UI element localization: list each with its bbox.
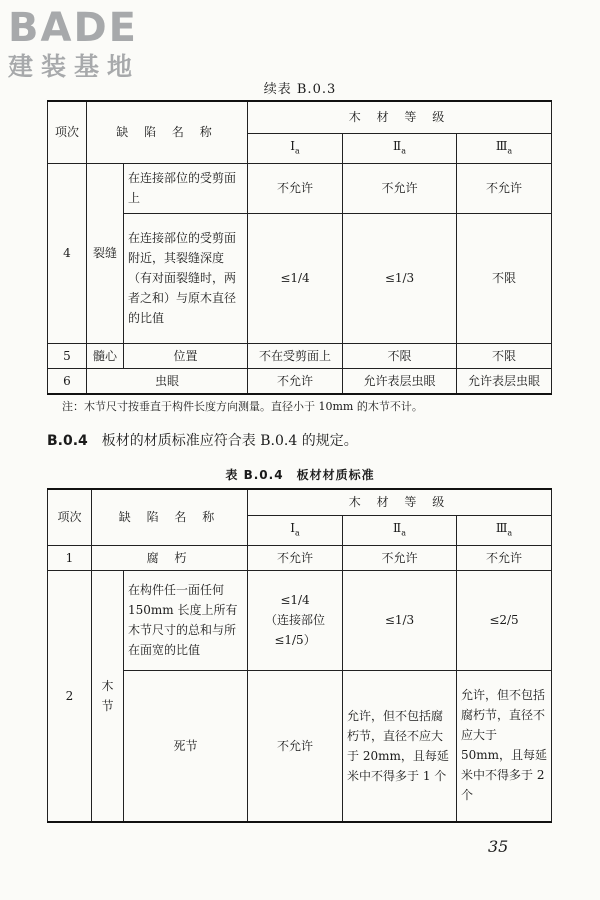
section-heading: [47, 430, 358, 450]
table-row: [48, 570, 552, 670]
page-number: 35: [488, 837, 509, 856]
grade-1-value: 不在受剪面上: [248, 343, 343, 368]
table-note: 注：木节尺寸按垂直于构件长度方向测量。直径小于 10mm 的木节不计。: [62, 400, 423, 413]
header-defect-name: 缺 陷 名 称: [87, 101, 248, 163]
grade-2-value: 不允许: [343, 545, 457, 570]
table-caption: 续表 B.0.3: [263, 82, 337, 97]
grade-2-value: 允许，但不包括腐朽节，直径不应大于 20mm，且每延米中不得多于 1 个: [343, 670, 457, 822]
row-number: 6: [48, 368, 87, 394]
header-grade-3: $Ⅲ_a$: [457, 133, 552, 163]
grade-3-value: 不限: [457, 343, 552, 368]
row-description: 虫眼: [87, 368, 248, 394]
grade-3-value: 不允许: [457, 163, 552, 213]
section-text: 板材的材质标准应符合表 B.0.4 的规定。: [101, 433, 358, 449]
table-row: [48, 670, 552, 822]
table-caption: 表 B.0.4 板材材质标准: [225, 468, 375, 482]
header-grade-1: $Ⅰ_a$: [248, 515, 343, 545]
board-quality-table: [47, 488, 552, 823]
header-grade-group: 木 材 等 级: [248, 101, 552, 133]
row-description: 在构件任一面任何 150mm 长度上所有木节尺寸的总和与所在面宽的比值: [124, 570, 248, 670]
table-row: [48, 545, 552, 570]
grade-1-value: 不允许: [248, 670, 343, 822]
grade-2-value: 不限: [343, 343, 457, 368]
row-category: 木节: [92, 570, 124, 822]
header-grade-group: 木 材 等 级: [248, 489, 552, 515]
grade-2-value: ≤1/3: [343, 213, 457, 343]
header-defect-name: 缺 陷 名 称: [92, 489, 248, 545]
grade-2-value: 不允许: [343, 163, 457, 213]
grade-1-value: 不允许: [248, 545, 343, 570]
logo-wordmark: BADE: [8, 5, 138, 51]
grade-1-value: 不允许: [248, 368, 343, 394]
grade-1-value: 不允许: [248, 163, 343, 213]
table-row: [48, 368, 552, 394]
logo-subtitle: 建装基地: [8, 52, 141, 81]
row-number: 4: [48, 163, 87, 343]
section-number: B.0.4: [47, 433, 88, 449]
header-grade-1: $Ⅰ_a$: [248, 133, 343, 163]
grade-2-value: ≤1/3: [343, 570, 457, 670]
grade-3-value: 不限: [457, 213, 552, 343]
row-category: 髓心: [87, 343, 124, 368]
row-number: 2: [48, 570, 92, 822]
grade-1-value: ≤1/4: [248, 213, 343, 343]
row-number: 1: [48, 545, 92, 570]
header-item-no: 项次: [48, 489, 92, 545]
header-item-no: 项次: [48, 101, 87, 163]
row-category: 裂缝: [87, 163, 124, 343]
grade-3-value: 不允许: [457, 545, 552, 570]
grade-2-value: 允许表层虫眼: [343, 368, 457, 394]
grade-1-value: ≤1/4 （连接部位≤1/5）: [248, 570, 343, 670]
defect-table-continued: [47, 100, 552, 395]
row-number: 5: [48, 343, 87, 368]
table-row: [48, 163, 552, 213]
header-grade-2: $Ⅱ_a$: [343, 515, 457, 545]
row-description: 位置: [124, 343, 248, 368]
row-description: 在连接部位的受剪面附近，其裂缝深度（有对面裂缝时，两者之和）与原木直径的比值: [124, 213, 248, 343]
publisher-logo: [8, 6, 178, 82]
row-description: 死节: [124, 670, 248, 822]
row-description: 腐 朽: [92, 545, 248, 570]
table-row: [48, 213, 552, 343]
grade-3-value: 允许表层虫眼: [457, 368, 552, 394]
grade-3-value: 允许，但不包括腐朽节，直径不应大于 50mm，且每延米中不得多于 2 个: [457, 670, 552, 822]
row-description: 在连接部位的受剪面上: [124, 163, 248, 213]
table-row: [48, 343, 552, 368]
grade-3-value: ≤2/5: [457, 570, 552, 670]
header-grade-3: $Ⅲ_a$: [457, 515, 552, 545]
header-grade-2: $Ⅱ_a$: [343, 133, 457, 163]
